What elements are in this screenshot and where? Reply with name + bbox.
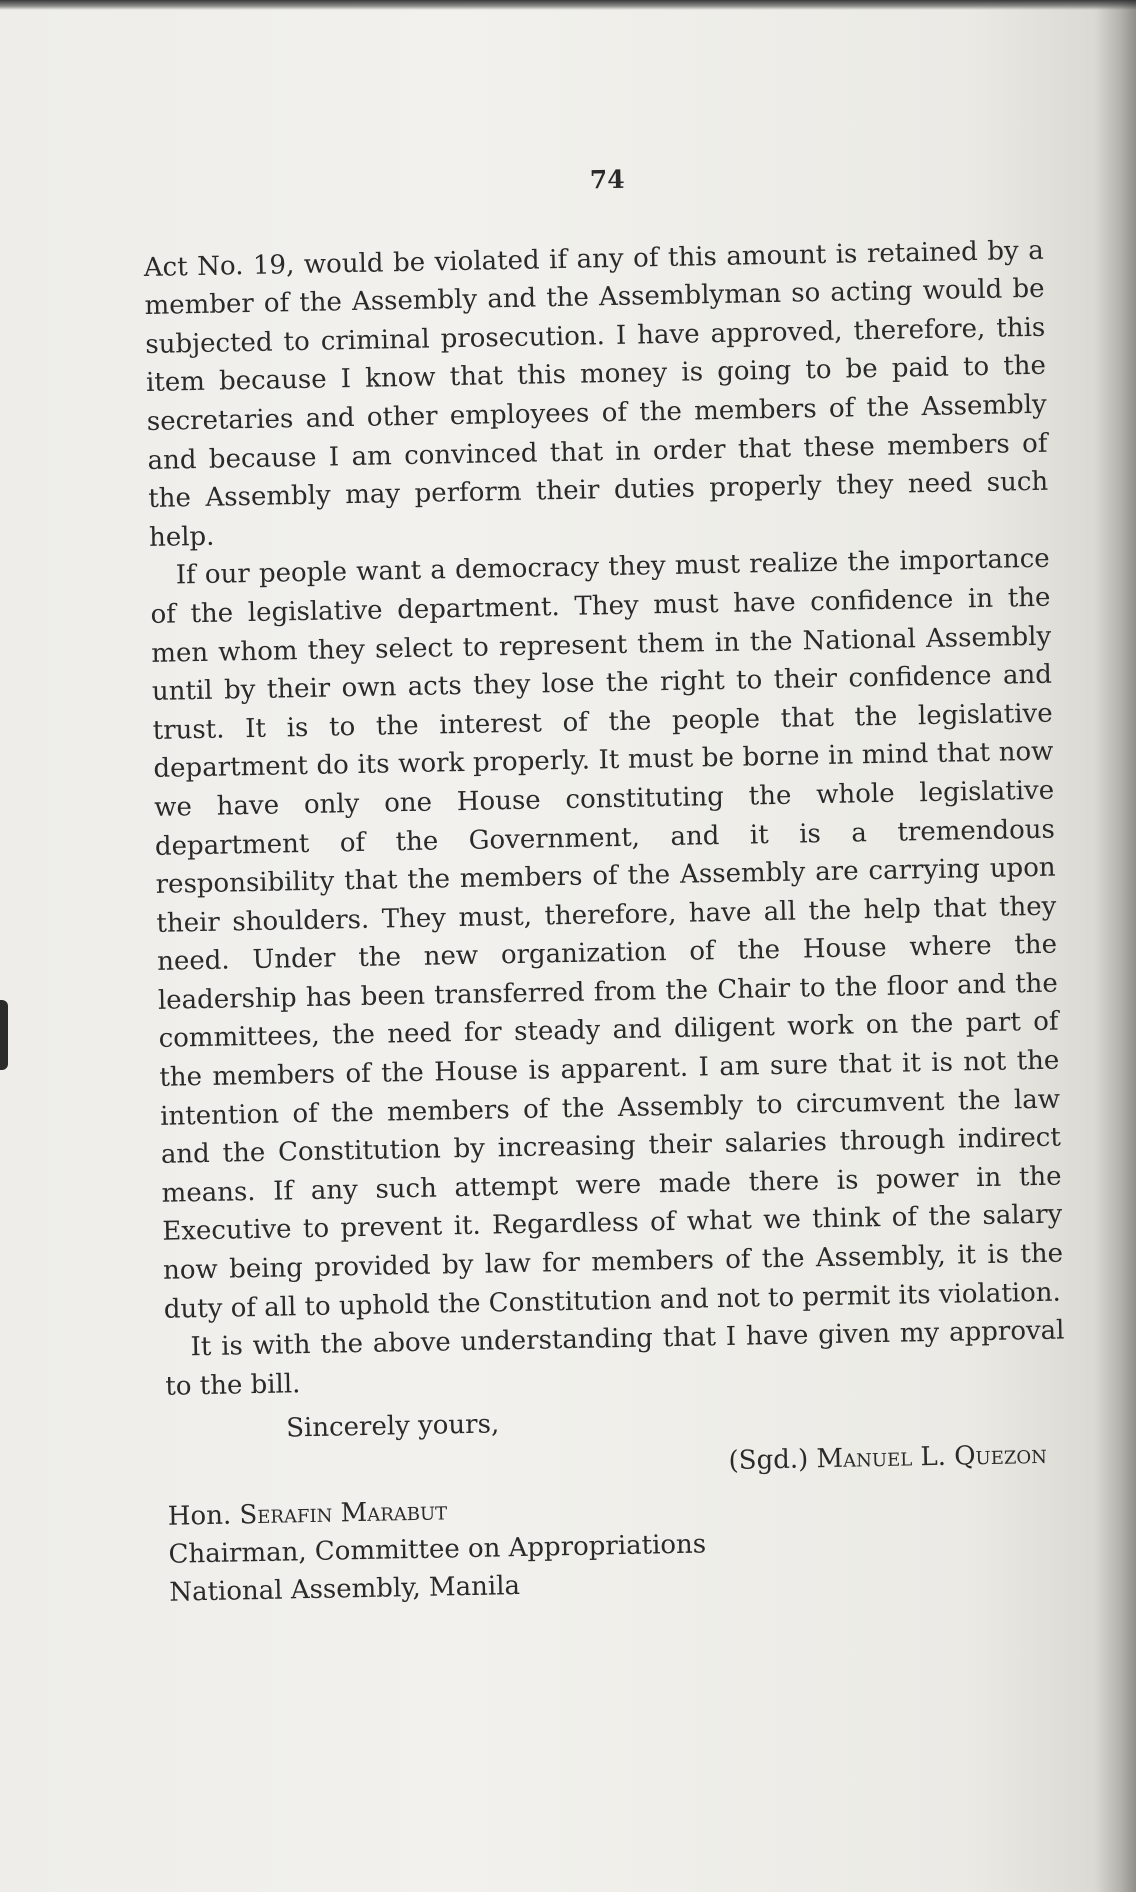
addressee-title: Chairman, Committee on Appropriations <box>168 1529 707 1570</box>
paragraph-1: Act No. 19, would be violated if any of this amount is retained by a member of the Assembly and the Assemblyman so acting would be subjected to criminal prosecution. I have approved, therefore, this item because I know that this money is going to be paid to the secretaries and other employees of the members of the Assembly and because I am convinced that in order that these members of the Assembly may perform their duties properly they need such help. <box>143 235 1049 553</box>
addressee-office: National Assembly, Manila <box>169 1570 521 1608</box>
paragraph-2: If our people want a democracy they must realize the importance of the legislative department. They must have confidence in the men whom they select to represent them in the National Assembly until by their own acts they lose the right to their confidence and trust. It is to the interest of the people that the legislative department do its work properly. It must be borne in mind that now we have only one House constituting the whole legislative department of the Government, and it is a tremendous responsibility that the members of the Assembly are carrying upon their shoulders. They must, therefore, have all the help that they need. Under the new organization of the House where the leadership has been transferred from the Chair to the floor and the committees, the need for steady and diligent work on the part of the members of the House is apparent. I am sure that it is not the intention of the members of the Assembly to circumvent the law and the Constitution by increasing their salaries through indirect means. If any such attempt were made there is power in the Executive to prevent it. Regardless of what we think of the salary now being provided by law for members of the Assembly, it is the duty of all to uphold the Constitution and not to permit its violation. <box>150 543 1064 1325</box>
page-edge-mark <box>0 1000 8 1070</box>
page-binding-shadow <box>1096 0 1136 1892</box>
closing: Sincerely yours, <box>285 1409 500 1444</box>
page-top-edge <box>0 0 1136 10</box>
page-number: 74 <box>589 164 625 195</box>
paragraph-3: It is with the above understanding that I have given my approval to the bill. <box>165 1315 1065 1402</box>
letter-body <box>142 153 1070 1612</box>
signature-name: Manuel L. Quezon <box>816 1439 1048 1475</box>
signature-prefix: (Sgd.) <box>728 1444 809 1476</box>
addressee-honorific: Hon. <box>167 1500 232 1532</box>
addressee-name: Serafin Marabut <box>239 1495 448 1530</box>
